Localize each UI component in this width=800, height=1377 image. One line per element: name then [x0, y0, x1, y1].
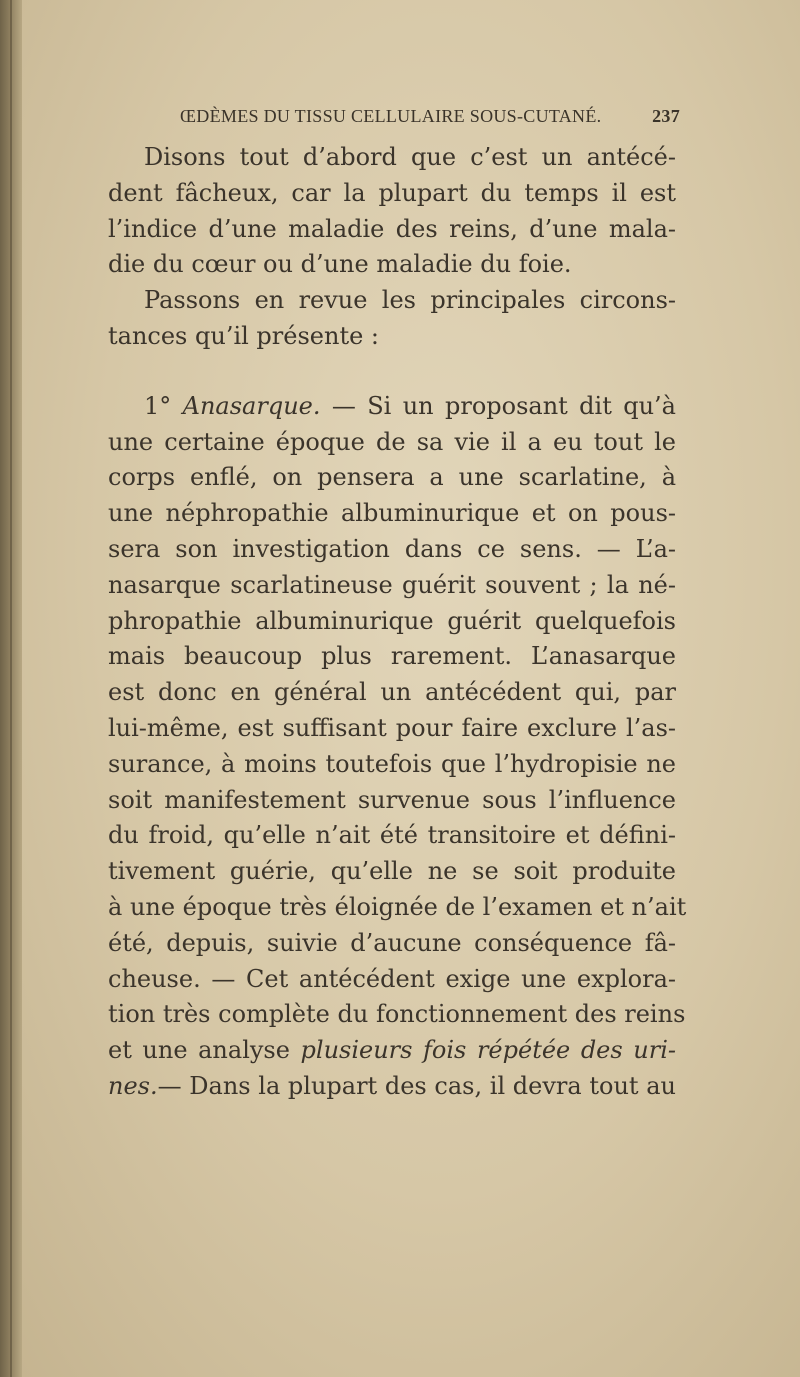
- text-line: tion très complète du fonctionnement des reins: [108, 1000, 686, 1029]
- emphasis-text: nes.: [108, 1071, 158, 1100]
- text-line: corps enflé, on pensera a une scarlatine, à: [108, 463, 676, 492]
- text-line: dent fâcheux, car la plupart du temps il est: [108, 178, 676, 207]
- text-line: tances qu’il présente :: [108, 321, 380, 350]
- text-line: phropathie albuminurique guérit quelquefois: [108, 606, 676, 635]
- text-line: l’indice d’une maladie des reins, d’une mala-: [108, 214, 676, 243]
- text-line: Disons tout d’abord que c’est un antécé-: [144, 143, 676, 171]
- text-line: été, depuis, suivie d’aucune conséquence fâ-: [108, 928, 676, 957]
- text-line: mais beaucoup plus rarement. L’anasarque: [108, 642, 676, 671]
- text-line: soit manifestement survenue sous l’influence: [108, 785, 676, 814]
- emphasis-text: plusieurs fois répétée des uri-: [300, 1036, 676, 1065]
- text-fragment: — Dans la plupart des cas, il devra tout au: [157, 1071, 676, 1100]
- text-line: cheuse. — Cet antécédent exige une explora-: [108, 964, 676, 993]
- text-line: lui-même, est suffisant pour faire exclure l’as-: [108, 713, 676, 742]
- page-number: 237: [652, 106, 680, 126]
- list-number: 1°: [144, 391, 183, 420]
- text-line: sera son investigation dans ce sens. — L’a-: [108, 534, 676, 563]
- text-line-emphasis: [108, 1033, 676, 1069]
- text-fragment: et une analyse: [108, 1036, 301, 1065]
- text-line: du froid, qu’elle n’ait été transitoire et défini-: [108, 821, 676, 850]
- spine-edge-line: [10, 0, 12, 1377]
- running-header-title: ŒDÈMES DU TISSU CELLULAIRE SOUS-CUTANÉ.: [180, 106, 602, 126]
- text-line: une néphropathie albuminurique et on pous-: [108, 499, 676, 528]
- text-line: tivement guérie, qu’elle ne se soit produite: [108, 857, 676, 886]
- paragraph-gap: [108, 355, 676, 389]
- running-header: [180, 106, 680, 132]
- text-line: die du cœur ou d’une maladie du foie.: [108, 250, 572, 279]
- text-line: à une époque très éloignée de l’examen et n’ait: [108, 892, 687, 921]
- text-line: surance, à moins toutefois que l’hydropisie ne: [108, 749, 676, 778]
- text-line: Passons en revue les principales circons-: [144, 286, 676, 315]
- text-line-heading: [108, 389, 676, 425]
- text-line: une certaine époque de sa vie il a eu tout le: [108, 427, 676, 456]
- text-fragment: — Si un proposant dit qu’à: [320, 391, 676, 420]
- text-line-emphasis: [108, 1069, 676, 1105]
- text-line: est donc en général un antécédent qui, par: [108, 678, 676, 707]
- section-heading-anasarque: Anasarque.: [182, 391, 321, 420]
- text-line: nasarque scarlatineuse guérit souvent ; la né-: [108, 570, 676, 599]
- body-text: [108, 140, 687, 1105]
